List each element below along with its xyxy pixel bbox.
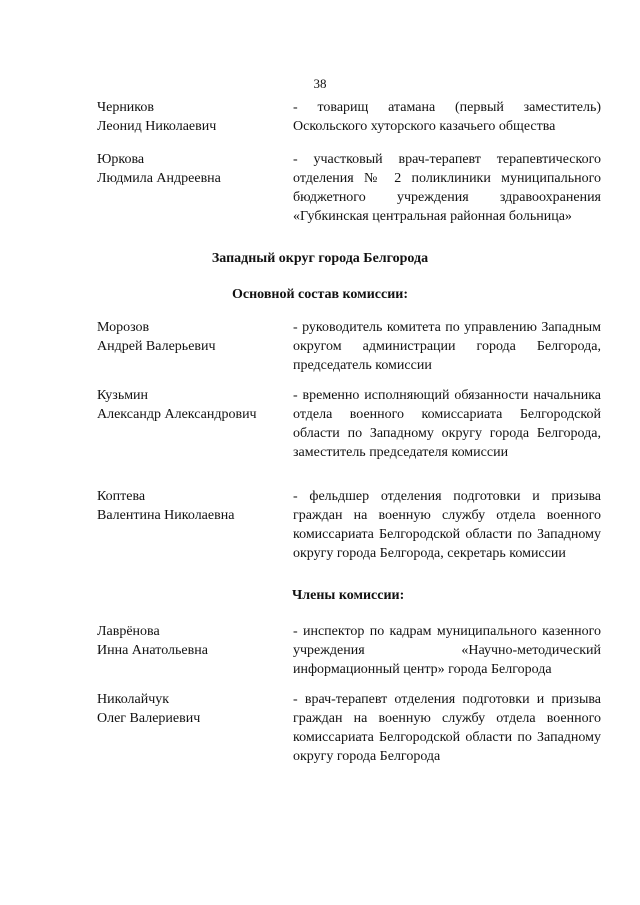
surname: Морозов	[97, 320, 150, 335]
surname: Коптева	[97, 489, 146, 504]
given-name: Олег Валериевич	[97, 711, 201, 726]
surname: Черников	[97, 100, 154, 115]
members-heading: Члены комиссии:	[292, 588, 405, 603]
position-description: - инспектор по кадрам муниципального казенного учреждения «Научно-методический информационный центр» города Белгорода	[293, 624, 601, 677]
given-name: Инна Анатольевна	[97, 643, 208, 658]
person-name	[97, 622, 282, 660]
person-name	[97, 386, 282, 424]
person-name	[97, 690, 282, 728]
person-name	[97, 487, 282, 525]
person-name	[97, 98, 282, 136]
given-name: Людмила Андреевна	[97, 171, 221, 186]
given-name: Андрей Валерьевич	[97, 339, 216, 354]
district-heading: Западный округ города Белгорода	[211, 251, 429, 266]
given-name: Леонид Николаевич	[97, 119, 217, 134]
person-name	[97, 150, 282, 188]
position-description: - руководитель комитета по управлению Западным округом администрации города Белгорода, председатель комиссии	[293, 320, 601, 373]
surname: Кузьмин	[97, 388, 149, 403]
given-name: Валентина Николаевна	[97, 508, 235, 523]
position-description: - врач-терапевт отделения подготовки и призыва граждан на военную службу отдела военного комиссариата Белгородской области по Западному округу города Белгорода	[293, 692, 601, 764]
position-description: - фельдшер отделения подготовки и призыва граждан на военную службу отдела военного комиссариата Белгородской области по Западному округу города Белгорода, секретарь комиссии	[293, 489, 601, 561]
position-description: - участковый врач-терапевт терапевтического отделения № 2 поликлиники муниципального бюджетного учреждения здравоохранения «Губкинская центральная районная больница»	[293, 152, 601, 224]
surname: Лаврёнова	[97, 624, 160, 639]
given-name: Александр Александрович	[97, 407, 257, 422]
main-composition-heading: Основной состав комиссии:	[232, 287, 408, 302]
surname: Николайчук	[97, 692, 170, 707]
page-number: 38	[313, 76, 327, 91]
surname: Юркова	[97, 152, 145, 167]
position-description: - товарищ атамана (первый заместитель) Оскольского хуторского казачьего общества	[293, 100, 601, 134]
person-name	[97, 318, 282, 356]
position-description: - временно исполняющий обязанности начальника отдела военного комиссариата Белгородской области по Западному округу города Белгорода, заместитель председателя комиссии	[293, 388, 601, 460]
